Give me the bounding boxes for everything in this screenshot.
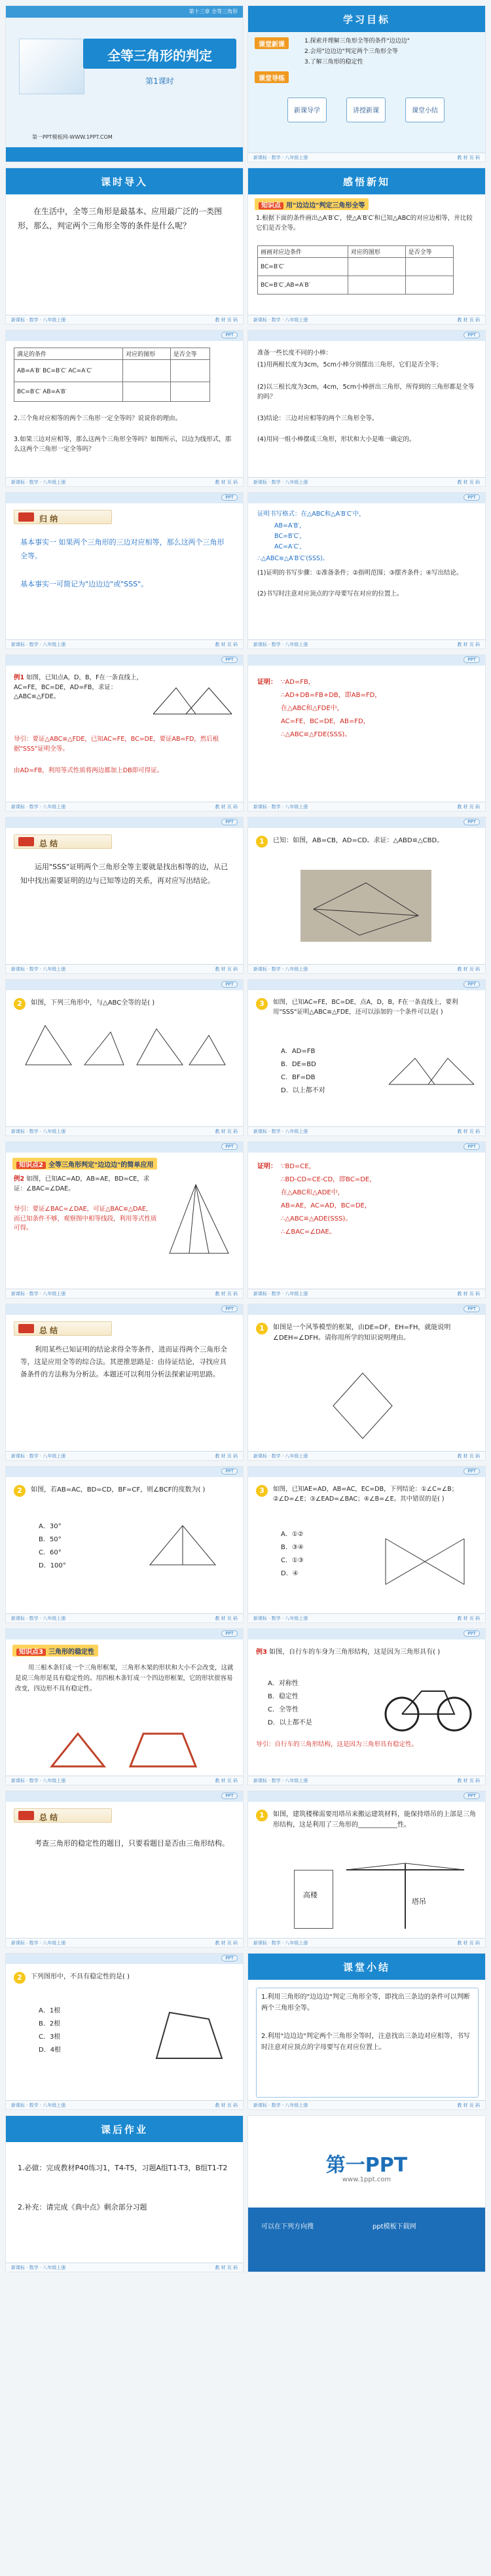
top-band — [248, 980, 485, 990]
option-c[interactable]: C．3根 — [39, 2033, 61, 2041]
logo-badge: PPT — [464, 1630, 480, 1637]
quadrilateral-photo — [300, 870, 431, 942]
header-text: 课后作业 — [100, 2124, 148, 2136]
slide-7-summary — [5, 492, 244, 649]
logo-badge: PPT — [221, 1955, 238, 1961]
table-cell — [405, 258, 453, 276]
option-a[interactable]: A．对称性 — [268, 1680, 299, 1687]
slide-10-proof — [247, 654, 486, 812]
triangle-diagram — [137, 1519, 228, 1571]
flow-step-3: 课堂小结 — [405, 98, 445, 122]
slide-21-knowledge-3 — [5, 1628, 244, 1785]
logo-badge: PPT — [464, 494, 480, 501]
example-question — [14, 673, 145, 702]
top-band — [248, 655, 485, 666]
text-4: (3)结论：三边对应相等的两个三角形全等。 — [257, 415, 378, 422]
triangle-diagram — [379, 1532, 471, 1591]
text-2: (1)用两根长度为3cm，5cm小棒分别摆出三角形，它们是否全等； — [257, 361, 443, 368]
footer-right: 教 材 页 码 — [457, 967, 480, 972]
title-bar — [83, 39, 236, 69]
header-text: 感悟新知 — [342, 176, 390, 188]
format-line-2: BC=B′C′， — [274, 533, 306, 540]
intro-text: 在生活中，全等三角形是最基本、应用最广泛的一类图形，那么，判定两个三角形全等的条件是什么呢？ — [18, 207, 223, 230]
option-d[interactable]: D．4根 — [39, 2047, 62, 2054]
triangle-diagram — [386, 1052, 477, 1098]
triangle-options — [19, 1019, 228, 1071]
logo-badge: PPT — [221, 494, 238, 501]
top-band — [6, 1791, 243, 1802]
exercise-question: 如图，建筑楼梯需要用塔吊来搬运建筑材料，能保持塔吊的上部是三角形结构，这是利用了三角形的____________性。 — [273, 1811, 476, 1829]
homework-2: 2.补充：请完成《典中点》剩余部分习题 — [18, 2203, 147, 2211]
footer-left: 新课标 · 数学 · 八年级上册 — [11, 2103, 66, 2108]
top-band — [6, 1954, 243, 1964]
table-cell: AB=A′B′ BC=B′C′ AC=A′C′ — [14, 360, 123, 382]
slide-header — [248, 1954, 485, 1980]
top-band — [248, 1629, 485, 1639]
format-line-3: AC=A′C′， — [274, 543, 306, 550]
slide-1-title — [5, 5, 244, 162]
example-label: 例1 — [14, 674, 25, 681]
footer-right: 教 材 页 码 — [215, 480, 238, 485]
slide-3-intro — [5, 168, 244, 325]
summary-tag — [14, 510, 112, 524]
goal-tag-1: 课堂新课 — [255, 37, 289, 49]
exercise-question: 已知：如图，AB=CB，AD=CD。求证：△ABD≌△CBD。 — [273, 837, 444, 844]
fact-1: 基本事实一 如果两个三角形的三边对应相等，那么这两个三角形全等。 — [20, 538, 225, 560]
knowledge-title: 全等三角形判定"边边边"的简单应用 — [48, 1162, 154, 1169]
slide-22-example-3 — [247, 1628, 486, 1785]
example-label: 例2 — [14, 1175, 25, 1183]
knowledge-bar — [12, 1645, 98, 1656]
option-d[interactable]: D．以上都不对 — [281, 1087, 325, 1094]
proof-line: ∴∠BAC=∠DAE。 — [281, 1228, 336, 1236]
ad-caption-1: 可以在下列方向搜 — [261, 2223, 314, 2230]
proof-line: ∴BD-CD=CE-CD，即BC=DE， — [281, 1176, 376, 1183]
table-cell: BC=B′C′ AB=A′B′ — [14, 382, 123, 402]
option-b[interactable]: B．DE=BD — [281, 1061, 316, 1068]
guide-text-2: 由AD=FB，利用等式性质将两边都加上DB即可得证。 — [14, 767, 164, 774]
logo-badge: PPT — [464, 1468, 480, 1475]
footer-left: 新课标 · 数学 · 八年级上册 — [11, 1616, 66, 1621]
summary-text: 利用某些已知证明的结论求得全等条件，进而证得两个三角形全等，这是应用全等的综合法。其逆推思路是：由待证结论，寻找应具备条件的方法称为分析法。本题还可以利用分析法探索证明思路。 — [20, 1346, 227, 1378]
condition-table — [257, 245, 454, 295]
proof-line: ∴△ABC≌△ADE(SSS)。 — [281, 1215, 352, 1223]
exercise-question: 如图，已知AC=FE，BC=DE，点A，D，B，F在一条直线上，要利用"SSS"证明△ABC≌△FDE，还可以添加的一个条件可以是( ) — [273, 999, 458, 1016]
top-band — [6, 1467, 243, 1477]
question-3: 3.如果三边对应相等，那么这两个三角形全等吗？如图所示，以边为线形式，那么这两个三角形一定全等吗？ — [14, 436, 232, 453]
footer-right: 教 材 页 码 — [457, 1941, 480, 1946]
knowledge-bar — [12, 1158, 157, 1170]
footer-right: 教 材 页 码 — [215, 1454, 238, 1459]
knowledge-title: 用"边边边"判定三角形全等 — [286, 202, 365, 209]
footer-right: 教 材 页 码 — [457, 480, 480, 485]
footer-left: 新课标 · 数学 · 八年级上册 — [253, 480, 308, 485]
stick-shapes — [45, 1727, 202, 1773]
footer-right: 教 材 页 码 — [457, 1778, 480, 1783]
option-d[interactable]: D．以上都不是 — [268, 1719, 312, 1726]
footer-right: 教 材 页 码 — [215, 1778, 238, 1783]
slide-9-example-1 — [5, 654, 244, 812]
footer-left: 新课标 · 数学 · 八年级上册 — [253, 1291, 308, 1297]
question-number: 1 — [256, 836, 268, 848]
slide-27-homework — [5, 2115, 244, 2272]
building-label: 高楼 — [303, 1891, 318, 1899]
slide-14-exercise — [247, 979, 486, 1136]
footer-right: 教 材 页 码 — [215, 642, 238, 647]
slide-28-ad — [247, 2115, 486, 2272]
flow-step-1: 新课导学 — [287, 98, 327, 122]
example-label: 例3 — [256, 1649, 267, 1656]
top-band — [6, 1629, 243, 1639]
top-band — [248, 331, 485, 341]
proof-line: 在△ABC和△ADE中， — [281, 1189, 344, 1196]
footer-right: 教 材 页 码 — [457, 317, 480, 323]
footer-right: 教 材 页 码 — [215, 967, 238, 972]
knowledge-title: 三角形的稳定性 — [48, 1649, 94, 1656]
option-d[interactable]: D．100° — [39, 1562, 66, 1569]
bicycle-image — [379, 1675, 477, 1734]
logo-badge: PPT — [221, 1793, 238, 1799]
top-band — [6, 493, 243, 503]
knowledge-bar — [255, 198, 369, 210]
format-title: 证明书写格式：在△ABC和△A′B′C′中， — [257, 510, 365, 518]
slide-header — [248, 6, 485, 32]
top-band — [248, 1304, 485, 1315]
slide-5-table — [5, 330, 244, 487]
footer-left: 新课标 · 数学 · 八年级上册 — [11, 967, 66, 972]
footer-right: 教 材 页 码 — [457, 1454, 480, 1459]
option-b[interactable]: B．50° — [39, 1536, 62, 1543]
format-line-1: AB=A′B′， — [274, 522, 306, 529]
question-number: 3 — [256, 1485, 268, 1497]
cube-graphic — [19, 39, 84, 94]
footer-right: 教 材 页 码 — [457, 155, 480, 160]
logo-badge: PPT — [464, 1793, 480, 1799]
footer-left: 新课标 · 数学 · 八年级上册 — [11, 1291, 66, 1297]
top-band — [6, 331, 243, 341]
header-text: 课堂小结 — [342, 1961, 390, 1973]
logo-badge: PPT — [221, 1468, 238, 1475]
option-a[interactable]: A．30° — [39, 1523, 62, 1530]
guide-text: 导引：要证∠BAC=∠DAE，可证△BAC≌△DAE，而已知条件不够，观察图中相等线段，利用等式性质可得。 — [14, 1206, 157, 1232]
summary-icon — [18, 1811, 34, 1820]
logo-badge: PPT — [464, 1306, 480, 1312]
table-cell — [123, 360, 170, 382]
triangle-diagram — [163, 1181, 235, 1260]
footer-left: 新课标 · 数学 · 八年级上册 — [11, 804, 66, 810]
knowledge-label: 知识点 — [259, 202, 283, 209]
summary-text: 考查三角形的稳定性的题目，只要看题目是否由三角形结构。 — [35, 1839, 229, 1848]
proof-line: ∵BD=CE， — [281, 1163, 316, 1170]
slide-2-goals — [247, 5, 486, 162]
option-d[interactable]: D．④ — [281, 1570, 299, 1577]
summary-label: 总 结 — [39, 1326, 58, 1335]
text-5: (4)用同一组小棒摆成三角形，形状和大小是唯一确定的。 — [257, 436, 416, 443]
goal-3: 3.了解三角形的稳定性 — [304, 59, 363, 65]
proof-line: AC=FE，BC=DE，AB=FD， — [281, 718, 370, 725]
table-cell: BC=B′C′ — [258, 258, 348, 276]
proof-line: ∴AD+DB=FB+DB，即AB=FD， — [281, 692, 382, 699]
header-text: 课时导入 — [100, 176, 148, 188]
example-text: 如图，自行车的车身为三角形结构，这是因为三角形具有( ) — [269, 1649, 441, 1656]
footer-left: 新课标 · 数学 · 八年级上册 — [253, 642, 308, 647]
slide-4-knowledge — [247, 168, 486, 325]
page-title: 全等三角形的判定 — [107, 48, 212, 63]
footer-left: 新课标 · 数学 · 八年级上册 — [253, 804, 308, 810]
flow-step-2: 讲授新课 — [346, 98, 386, 122]
summary-icon — [18, 837, 34, 846]
logo-badge: PPT — [464, 819, 480, 825]
top-band — [6, 817, 243, 828]
summary-tag — [14, 834, 112, 849]
summary-tag — [14, 1321, 112, 1336]
option-a[interactable]: A．AD=FB — [281, 1048, 316, 1055]
summary-point-2: 2.利用"边边边"判定两个三角形全等时，注意找出三条边对应相等，书写时注意对应顶点的字母要写在对应位置上。 — [261, 2033, 470, 2051]
footer-left: 新课标 · 数学 · 八年级上册 — [11, 2265, 66, 2270]
top-band — [248, 817, 485, 828]
slide-11-conclusion — [5, 817, 244, 974]
slide-13-exercise — [5, 979, 244, 1136]
table-cell — [170, 382, 209, 402]
logo-badge: PPT — [221, 332, 238, 338]
triangle-diagram — [150, 681, 235, 727]
table-header: 对应的图形 — [348, 246, 405, 258]
logo-badge: PPT — [221, 981, 238, 988]
logo-badge: PPT — [464, 1143, 480, 1150]
slide-20-exercise — [247, 1466, 486, 1623]
exercise-question: 如图是一个风筝模型的框架，由DE=DF，EH=FH，就能说明∠DEH=∠DFH。请你用所学的知识说明理由。 — [273, 1324, 451, 1342]
option-b[interactable]: B．2根 — [39, 2020, 61, 2028]
summary-label: 总 结 — [39, 839, 58, 848]
format-conclusion: ∴△ABC≌△A′B′C′(SSS)。 — [257, 555, 329, 562]
example-question — [14, 1175, 158, 1194]
proof-line: 在△ABC和△FDE中， — [281, 705, 344, 712]
footer-right: 教 材 页 码 — [215, 1291, 238, 1297]
ad-caption-2: ppt模板下载网 — [373, 2223, 416, 2230]
footer-right: 教 材 页 码 — [457, 1129, 480, 1134]
subtitle: 第1课时 — [145, 77, 174, 86]
question-number: 2 — [14, 998, 26, 1010]
exercise-question: 如图，已知AE=AD，AB=AC，EC=DB，下列结论：①∠C=∠B；②∠D=∠E；③∠EAD=∠BAC；④∠B=∠E。其中错误的是( ) — [273, 1486, 458, 1503]
top-band — [6, 1304, 243, 1315]
footer-right: 教 材 页 码 — [457, 1616, 480, 1621]
footer-right: 教 材 页 码 — [215, 2103, 238, 2108]
top-band — [248, 493, 485, 503]
footer-left: 新课标 · 数学 · 八年级上册 — [11, 480, 66, 485]
question-number: 2 — [14, 1485, 26, 1497]
guide-text: 要证△ABC≌△FDE，已知AC=FE，BC=DE，要证AB=FD，然后根据"SSS"证明全等。 — [14, 736, 219, 753]
guide-label: 导引： — [14, 736, 33, 743]
homework-1: 1.必做：完成教材P40练习1，T4-T5，习题A组T1-T3，B组T1-T2 — [18, 2164, 228, 2172]
slide-19-exercise — [5, 1466, 244, 1623]
footer-right: 教 材 页 码 — [215, 1616, 238, 1621]
footer-right: 教 材 页 码 — [215, 317, 238, 323]
footer-right: 教 材 页 码 — [215, 1129, 238, 1134]
top-band — [248, 1142, 485, 1153]
table-cell — [348, 258, 405, 276]
slide-26-class-summary — [247, 1953, 486, 2110]
summary-label: 归 纳 — [39, 514, 58, 524]
footer-left: 新课标 · 数学 · 八年级上册 — [11, 642, 66, 647]
text-3: (2)以三根长度为3cm，4cm，5cm小棒拼出三角形，所得到的三角形都是全等的吗？ — [257, 384, 475, 401]
footer-right: 教 材 页 码 — [457, 2103, 480, 2108]
slide-8-format — [247, 492, 486, 649]
question-number: 1 — [256, 1810, 268, 1821]
example-text: 如图，已知AC=AD，AB=AE，BD=CE，求证：∠BAC=∠DAE。 — [14, 1175, 150, 1192]
proof-line: AB=AE，AC=AD，BC=DE， — [281, 1202, 371, 1209]
question-2: 2.三个角对应相等的两个三角形一定全等吗？说说你的理由。 — [14, 415, 182, 422]
table-cell: BC=B′C′,AB=A′B′ — [258, 276, 348, 295]
fact-2: 基本事实一可简记为"边边边"或"SSS"。 — [20, 580, 149, 588]
chapter-tag: 第十三章 全等三角形 — [189, 9, 238, 14]
table-header: 对应的图形 — [123, 348, 170, 360]
summary-text: 运用"SSS"证明两个三角形全等主要就是找出相等的边，从已知中找出需要证明的边与已知等边的关系，再对应写出结论。 — [20, 863, 228, 885]
stability-text: 用三根木条钉成一个三角形框架，三角形木架的形状和大小不会改变，这就是说三角形是具有稳定性的。用四根木条钉成一个四边形框架，它的形状很容易改变，四边形不具有稳定性。 — [15, 1664, 234, 1693]
proof-line: ∵AD=FB， — [281, 679, 315, 686]
table-header: 画画对应边条件 — [258, 246, 348, 258]
footer-left: 新课标 · 数学 · 八年级上册 — [253, 967, 308, 972]
question-number: 3 — [256, 998, 268, 1010]
table-header: 满足的条件 — [14, 348, 123, 360]
logo-badge: PPT — [221, 1306, 238, 1312]
summary-icon — [18, 1324, 34, 1333]
top-band — [6, 1142, 243, 1153]
ad-url[interactable]: www.1ppt.com — [342, 2176, 391, 2183]
footer-left: 新课标 · 数学 · 八年级上册 — [253, 1616, 308, 1621]
footer-right: 教 材 页 码 — [215, 1941, 238, 1946]
footer-left: 新课标 · 数学 · 八年级上册 — [11, 317, 66, 323]
slide-12-exercise — [247, 817, 486, 974]
summary-point-1: 1.利用三角形的"边边边"判定三角形全等，即找出三条边的条件可以判断两个三角形全等。 — [261, 1994, 470, 2012]
exercise-question: 如图，下列三角形中，与△ABC全等的是( ) — [31, 999, 155, 1007]
slide-17-conclusion — [5, 1304, 244, 1461]
slide-header — [248, 168, 485, 194]
format-note-1: (1)证明的书写步骤：①准备条件；②指明范围；③摆齐条件；④写出结论。 — [257, 569, 463, 577]
summary-tag — [14, 1808, 112, 1823]
footer-left: 新课标 · 数学 · 八年级上册 — [11, 1941, 66, 1946]
question-number: 2 — [14, 1972, 26, 1984]
logo-badge: PPT — [221, 819, 238, 825]
exercise-question: 下列图形中，不具有稳定性的是( ) — [31, 1973, 130, 1980]
footer-left: 新课标 · 数学 · 八年级上册 — [11, 1454, 66, 1459]
footer-left: 新课标 · 数学 · 八年级上册 — [253, 1129, 308, 1134]
guide-text: 导引：自行车的三角形结构，这是因为三角形具有稳定性。 — [256, 1741, 418, 1748]
option-a[interactable]: A．①② — [281, 1531, 304, 1538]
kite-diagram — [327, 1370, 399, 1442]
crane-label: 塔吊 — [412, 1897, 426, 1906]
option-a[interactable]: A．1根 — [39, 2007, 61, 2014]
footer-left: 新课标 · 数学 · 八年级上册 — [253, 1778, 308, 1783]
footer-left: 新课标 · 数学 · 八年级上册 — [11, 1778, 66, 1783]
option-c[interactable]: C．①③ — [281, 1557, 304, 1564]
footer-left: 新课标 · 数学 · 八年级上册 — [253, 1941, 308, 1946]
footer-left: 新课标 · 数学 · 八年级上册 — [253, 2103, 308, 2108]
logo-badge: PPT — [221, 656, 238, 663]
question-number: 1 — [256, 1323, 268, 1334]
option-c[interactable]: C．全等性 — [268, 1706, 299, 1713]
footer-right: 教 材 页 码 — [215, 804, 238, 810]
goal-tag-2: 课堂导练 — [255, 71, 289, 83]
table-cell — [405, 276, 453, 295]
summary-label: 总 结 — [39, 1813, 58, 1822]
table-header: 是否全等 — [170, 348, 209, 360]
guide — [14, 735, 236, 754]
goal-1: 1.探索并理解三角形全等的条件"边边边" — [304, 38, 410, 45]
table-header: 是否全等 — [405, 246, 453, 258]
table-cell — [170, 360, 209, 382]
table-cell — [348, 276, 405, 295]
text-1: 准备一些长度不同的小棒： — [257, 349, 333, 357]
slide-18-exercise — [247, 1304, 486, 1461]
option-c[interactable]: C．BF=DB — [281, 1074, 316, 1081]
footer-right: 教 材 页 码 — [215, 2265, 238, 2270]
quadrilateral-diagram — [137, 2006, 228, 2065]
condition-table — [14, 348, 210, 402]
example-question — [256, 1647, 479, 1658]
logo-badge: PPT — [464, 332, 480, 338]
question-1: 1.根据下面的条件画出△A′B′C′，使△A′B′C′和已知△ABC的对应边相等，并比较它们是否全等。 — [256, 215, 473, 232]
option-b[interactable]: B．稳定性 — [268, 1693, 299, 1700]
proof-line: ∴△ABC≌△FDE(SSS)。 — [281, 731, 352, 738]
proof-label: 证明： — [257, 1163, 277, 1170]
format-note-2: (2)书写时注意对应顶点的字母要写在对应的位置上。 — [257, 590, 403, 598]
footer-left: 新课标 · 数学 · 八年级上册 — [253, 317, 308, 323]
slide-header — [6, 2116, 243, 2142]
exercise-question: 如图，若AB=AC，BD=CD，BF=CF，则∠BCF的度数为( ) — [31, 1486, 206, 1494]
footer-left: 新课标 · 数学 · 八年级上册 — [253, 1454, 308, 1459]
option-b[interactable]: B．③④ — [281, 1544, 304, 1551]
slide-24-exercise — [247, 1791, 486, 1948]
ad-brand[interactable]: 第一PPT — [325, 2154, 408, 2177]
goal-2: 2.会用"边边边"判定两个三角形全等 — [304, 48, 398, 55]
site-link[interactable]: 第一PPT模板网-WWW.1PPT.COM — [32, 134, 113, 140]
example-text: 如图，已知点A，D，B，F在一条直线上，AC=FE，BC=DE，AD=FB，求证：△ABC≌△FDE。 — [14, 674, 143, 701]
option-c[interactable]: C．60° — [39, 1549, 62, 1556]
slide-header — [6, 168, 243, 194]
logo-badge: PPT — [464, 981, 480, 988]
footer-right: 教 材 页 码 — [457, 1291, 480, 1297]
slide-16-proof — [247, 1141, 486, 1298]
logo-badge: PPT — [221, 1143, 238, 1150]
slide-23-conclusion — [5, 1791, 244, 1948]
top-band — [248, 1467, 485, 1477]
title-bottom-band — [6, 147, 244, 162]
logo-badge: PPT — [464, 656, 480, 663]
footer-right: 教 材 页 码 — [457, 804, 480, 810]
table-cell — [123, 382, 170, 402]
header-text: 学习目标 — [342, 14, 390, 26]
slide-15-knowledge-2 — [5, 1141, 244, 1298]
footer-left: 新课标 · 数学 · 八年级上册 — [11, 1129, 66, 1134]
footer-right: 教 材 页 码 — [457, 642, 480, 647]
slide-6-exploration — [247, 330, 486, 487]
top-band — [248, 1791, 485, 1802]
knowledge-label: 知识点3 — [16, 1649, 46, 1656]
logo-badge: PPT — [221, 1630, 238, 1637]
footer-left: 新课标 · 数学 · 八年级上册 — [253, 155, 308, 160]
knowledge-label: 知识点2 — [16, 1162, 46, 1169]
summary-icon — [18, 512, 34, 522]
proof-label: 证明： — [257, 679, 277, 686]
slide-25-exercise — [5, 1953, 244, 2110]
top-band — [6, 980, 243, 990]
top-band — [6, 655, 243, 666]
quad-diagram — [300, 870, 431, 942]
crane-diagram — [340, 1857, 471, 1932]
